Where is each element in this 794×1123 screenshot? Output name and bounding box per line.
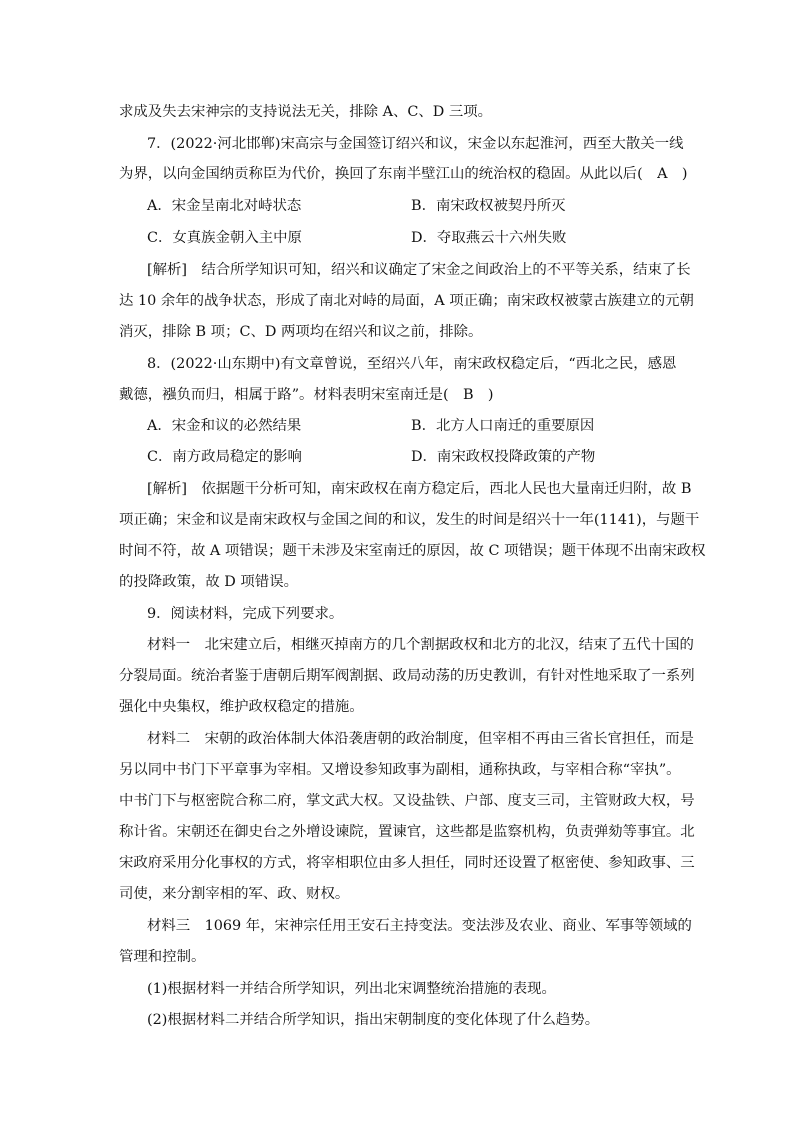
question-7-stem: 7．(2022·河北邯郸)宋高宗与金国签订绍兴和议，宋金以东起淮河，西至大散关一线 (147, 136, 684, 152)
material-2-line-5: 宋政府采用分化事权的方式，将宰相职位由多人担任，同时还设置了枢密使、参知政事、三 (119, 855, 695, 871)
question-7-stem-continued: 为界，以向金国纳贡称臣为代价，换回了东南半壁江山的统治权的稳固。从此以后( A ) (119, 166, 688, 182)
material-2-line-6: 司使，来分割宰相的军、政、财权。 (119, 886, 350, 902)
question-8-analysis-line-2: 项正确；宋金和议是南宋政权与金国之间的和议，发生的时间是绍兴十一年(1141)，与题干 (119, 512, 700, 528)
material-1-line-2: 分裂局面。统治者鉴于唐朝后期军阀割据、政局动荡的历史教训，有针对性地采取了一系列 (119, 668, 695, 684)
question-7-option-d: D．夺取燕云十六州失败 (411, 230, 567, 246)
question-7-analysis-line-3: 消灭，排除 B 项；C、D 两项均在绍兴和议之前，排除。 (119, 324, 483, 340)
question-8-option-c: C．南方政局稳定的影响 (147, 449, 302, 465)
question-7-option-a: A．宋金呈南北对峙状态 (147, 198, 302, 214)
material-3: 材料三 1069 年，宋神宗任用王安石主持变法。变法涉及农业、商业、军事等领域的 (147, 918, 692, 934)
question-7-analysis: [解析] 结合所学知识可知，绍兴和议确定了宋金之间政治上的不平等关系，结束了长 (147, 262, 691, 278)
question-8-stem: 8．(2022·山东期中)有文章曾说，至绍兴八年，南宋政权稳定后，“西北之民，感恩 (147, 356, 677, 372)
question-7-option-c: C．女真族金朝入主中原 (147, 230, 302, 246)
question-8-option-b: B．北方人口南迁的重要原因 (411, 418, 595, 434)
question-8-analysis: [解析] 依据题干分析可知，南宋政权在南方稳定后，西北人民也大量南迁归附，故 B (147, 481, 692, 497)
material-2-line-2: 另以同中书门下平章事为宰相。又增设参知政事为副相，通称执政，与宰相合称“宰执”。 (119, 762, 681, 778)
question-8-option-d: D．南宋政权投降政策的产物 (411, 449, 596, 465)
material-2-line-3: 中书门下与枢密院合称二府，掌文武大权。又设盐铁、户部、度支三司，主管财政大权，号 (119, 793, 695, 809)
question-9-stem: 9．阅读材料，完成下列要求。 (147, 606, 344, 622)
question-8-analysis-line-3: 时间不符，故 A 项错误；题干未涉及宋室南迁的原因，故 C 项错误；题干体现不出南宋政权 (119, 543, 706, 559)
question-8-stem-continued: 戴德，襁负而归，相属于路”。材料表明宋室南迁是( B ) (119, 387, 494, 403)
material-1: 材料一 北宋建立后，相继灭掉南方的几个割据政权和北方的北汉，结束了五代十国的 (147, 637, 694, 653)
question-8-analysis-line-4: 的投降政策，故 D 项错误。 (119, 574, 298, 590)
material-1-line-3: 强化中央集权，维护政权稳定的措施。 (119, 699, 364, 715)
text-line: 求成及失去宋神宗的支持说法无关，排除 A、C、D 三项。 (119, 104, 493, 120)
question-7-analysis-line-2: 达 10 余年的战争状态，形成了南北对峙的局面，A 项正确；南宋政权被蒙古族建立的元朝 (119, 293, 694, 309)
material-2: 材料二 宋朝的政治体制大体沿袭唐朝的政治制度，但宰相不再由三省长官担任，而是 (147, 731, 694, 747)
question-9-part-1: (1)根据材料一并结合所学知识，列出北宋调整统治措施的表现。 (147, 981, 556, 997)
question-9-part-2: (2)根据材料二并结合所学知识，指出宋朝制度的变化体现了什么趋势。 (147, 1012, 600, 1028)
material-3-line-2: 管理和控制。 (119, 949, 206, 965)
question-8-option-a: A．宋金和议的必然结果 (147, 418, 302, 434)
material-2-line-4: 称计省。宋朝还在御史台之外增设谏院，置谏官，这些都是监察机构，负责弹劾等事宜。北 (119, 824, 695, 840)
question-7-option-b: B．南宋政权被契丹所灭 (411, 198, 566, 214)
